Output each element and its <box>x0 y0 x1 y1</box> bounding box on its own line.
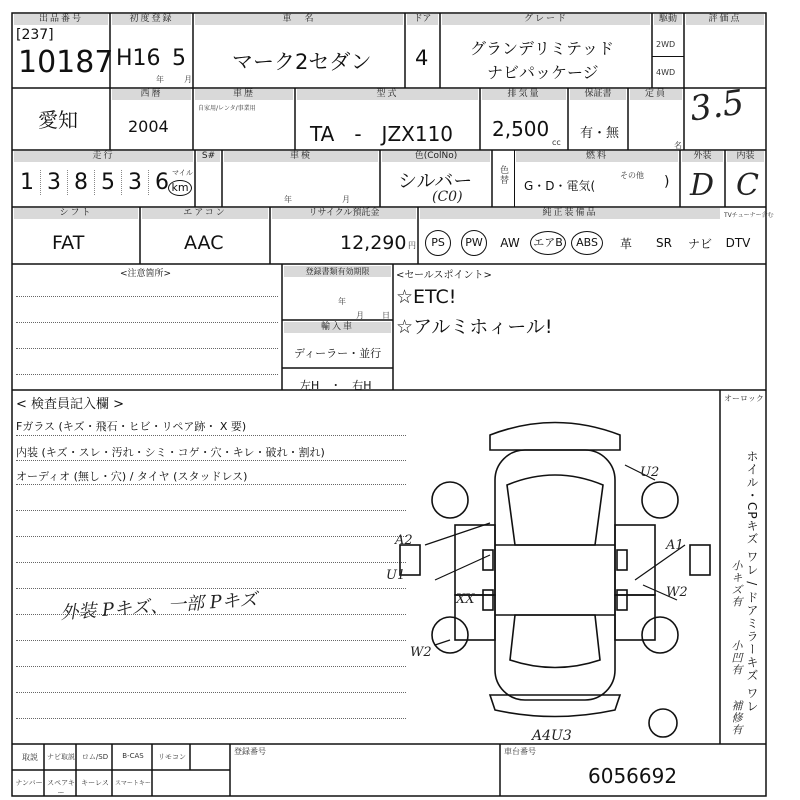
inspector-line <box>16 692 406 693</box>
footer-item: B-CAS <box>122 752 144 760</box>
mileage-digit: 1 <box>20 170 34 195</box>
overlock-label: オーロック <box>724 394 764 403</box>
model-year: 2004 <box>128 117 169 136</box>
equipment-sr: SR <box>656 236 672 250</box>
equipment-aw: AW <box>500 236 520 250</box>
grade-line1: グランデリミテッド <box>470 39 615 58</box>
drive-divider <box>652 56 684 57</box>
year-unit: 年 <box>156 75 164 84</box>
color-label: 色(ColNo) <box>382 151 490 162</box>
reg-year-unit: 年 <box>338 297 346 306</box>
inspection-label: 車検 <box>224 151 378 162</box>
damage-mark-xx: XX <box>456 592 475 607</box>
first-reg-label: 初度登録 <box>112 14 191 25</box>
damage-mark-u2: U2 <box>640 465 660 480</box>
equipment-label: 純正装備品 <box>420 208 720 219</box>
inspector-line <box>16 666 406 667</box>
exterior-grade: D <box>690 168 715 203</box>
import-value: ディーラー・並行 <box>294 347 382 360</box>
color-change-divider <box>514 150 515 207</box>
equipment-abs <box>568 222 606 264</box>
equipment-pw <box>456 222 492 264</box>
footer-item: ナンバー <box>15 779 43 787</box>
type: TA - JZX110 <box>310 122 454 146</box>
mileage-label: 走行 <box>14 151 193 162</box>
inspector-title: < 検査員記入欄 > <box>16 397 125 412</box>
ac: AAC <box>184 232 224 254</box>
grade-label: グレード <box>442 14 650 25</box>
mileage-unit-mile: マイル <box>172 169 193 177</box>
lot-prefix: [237] <box>16 27 54 43</box>
sales-point: ☆ETC! <box>396 286 457 308</box>
equipment-dtv: DTV <box>725 236 751 250</box>
first-reg-era: H16 <box>116 46 161 71</box>
shift-label: シフト <box>14 208 138 219</box>
car-name-label: 車 名 <box>195 14 403 25</box>
interior-label: 内装 <box>727 151 764 162</box>
fuel-close: ) <box>664 174 670 190</box>
note-line <box>16 348 278 349</box>
equipment-airbag-label: エアB <box>530 231 566 255</box>
footer-item: 取説 <box>22 753 38 762</box>
equipment-leather: 革 <box>619 236 632 251</box>
reg-month-unit: 月 <box>356 311 364 320</box>
fuel-other: その他 <box>620 171 644 180</box>
side-hand-repair: 補修有 <box>730 700 743 736</box>
warranty: 有・無 <box>580 126 620 141</box>
tv-tuner-label: TVチューナー含む <box>724 212 774 219</box>
footer-item: リモコン <box>158 753 186 761</box>
sales-point-label: <セールスポイント> <box>396 270 492 281</box>
recycle-amount: 12,290 <box>340 232 407 254</box>
footer-item: ナビ取説 <box>47 753 75 761</box>
damage-mark-w2-left: W2 <box>410 645 432 660</box>
displacement: 2,500 <box>492 117 550 141</box>
note-line <box>16 296 278 297</box>
note-line <box>16 374 278 375</box>
score: 3.5 <box>687 82 747 130</box>
doors-label: ドア <box>407 14 438 25</box>
inspector-line-glass: Fガラス (キズ・飛石・ヒビ・リペア跡・ X 要) <box>16 420 247 433</box>
import-label: 輸入車 <box>284 322 391 333</box>
recycle-label: リサイクル預託金 <box>272 208 416 219</box>
ac-label: エアコン <box>142 208 268 219</box>
equipment-abs-label: ABS <box>571 231 603 255</box>
inspector-line <box>16 484 406 485</box>
chassis-number: 6056692 <box>588 764 678 788</box>
inspector-line <box>16 640 406 641</box>
inspector-line <box>16 562 406 563</box>
interior-grade: C <box>736 168 759 203</box>
footer-item: ロム/SD <box>81 753 109 761</box>
drive-label: 駆動 <box>654 14 682 25</box>
km-circle: km <box>168 180 192 196</box>
cc-unit: cc <box>552 138 561 147</box>
inspection-year-unit: 年 <box>284 195 292 204</box>
history-sub: 自家用/レンタ/事業用 <box>198 105 256 112</box>
steering-value: 左H ・ 右H <box>300 379 372 392</box>
exterior-label: 外装 <box>682 151 723 162</box>
history-label: 車歴 <box>195 89 293 100</box>
inspector-line <box>16 718 406 719</box>
fuel-options: G・D・電気( <box>524 179 596 193</box>
side-hand-scratch: 小キズ有 <box>730 560 743 608</box>
fuel-label: 燃料 <box>516 151 678 162</box>
capacity-unit: 名 <box>674 141 682 150</box>
lot-label: 出品番号 <box>14 14 108 25</box>
model-year-label: 西暦 <box>112 89 191 100</box>
sn-label: S# <box>197 151 220 162</box>
color-change-label: 色替 <box>500 166 510 186</box>
inspector-line-interior: 内装 (キズ・スレ・汚れ・シミ・コゲ・穴・キレ・破れ・割れ) <box>16 446 325 459</box>
inspector-line <box>16 510 406 511</box>
mileage-digit: 5 <box>94 170 121 195</box>
mileage-digit: 8 <box>67 170 94 195</box>
mileage-digit: 6 <box>148 170 175 195</box>
capacity-label: 定員 <box>630 89 682 100</box>
drive-4wd: 4WD <box>656 68 676 77</box>
mileage-digits <box>14 170 194 195</box>
car-name: マーク2セダン <box>232 50 372 74</box>
score-label: 評価点 <box>686 14 764 25</box>
damage-mark-a2-left: A2 <box>395 533 413 548</box>
grade-line2: ナビパッケージ <box>487 63 599 82</box>
equipment-list <box>420 222 766 264</box>
displacement-label: 排気量 <box>482 89 566 100</box>
equipment-ps-label: PS <box>425 230 451 256</box>
equipment-pw-label: PW <box>461 230 487 256</box>
reg-valid-label: 登録書類有効期限 <box>284 266 391 277</box>
sales-point: ☆アルミホィール! <box>396 316 553 338</box>
color: シルバー <box>398 170 473 192</box>
doors: 4 <box>415 46 429 70</box>
note-line <box>16 322 278 323</box>
damage-mark-u1: U1 <box>386 568 406 583</box>
inspector-line <box>16 460 406 461</box>
shift: FAT <box>52 232 85 254</box>
first-reg-month: 5 <box>172 46 186 71</box>
lot-number: 10187 <box>18 45 114 80</box>
region: 愛知 <box>38 108 78 132</box>
damage-mark-a1: A1 <box>666 538 684 553</box>
equipment-ps <box>420 222 456 264</box>
inspector-handwritten: 外装 Pキズ、一部 Pキズ <box>59 589 259 624</box>
month-unit: 月 <box>184 75 192 84</box>
inspector-line <box>16 435 406 436</box>
mileage-digit: 3 <box>40 170 67 195</box>
drive-2wd: 2WD <box>656 40 676 49</box>
mileage-digit: 3 <box>121 170 148 195</box>
equipment-airbag <box>528 222 568 264</box>
side-notes: ホイル・CPキズ ワレ / ドアミラーキズ ワレ <box>745 450 759 713</box>
inspector-line-audio: オーディオ (無し・穴) / タイヤ (スタッドレス) <box>16 470 248 483</box>
inspector-line <box>16 536 406 537</box>
equipment-navi: ナビ <box>687 236 712 251</box>
reg-number-label: 登録番号 <box>234 747 266 756</box>
type-label: 型式 <box>297 89 478 100</box>
caution-label: <注意箇所> <box>120 269 172 279</box>
footer-item: キーレス <box>81 779 109 787</box>
inspection-month-unit: 月 <box>342 195 350 204</box>
damage-mark-w2-right: W2 <box>666 585 688 600</box>
car-diagram <box>395 405 715 745</box>
footer-item: スマートキー <box>115 780 151 787</box>
recycle-unit: 円 <box>408 241 416 250</box>
chassis-label: 車台番号 <box>504 747 536 756</box>
color-code: (C0) <box>432 189 463 205</box>
reg-day-unit: 日 <box>382 311 390 320</box>
side-hand-dent: 小凹有 <box>730 640 743 676</box>
footer-item: スペアキー <box>47 779 75 797</box>
damage-mark-a4u3: A4U3 <box>532 728 572 744</box>
mileage-unit-km <box>168 180 192 196</box>
warranty-label: 保証書 <box>570 89 626 100</box>
